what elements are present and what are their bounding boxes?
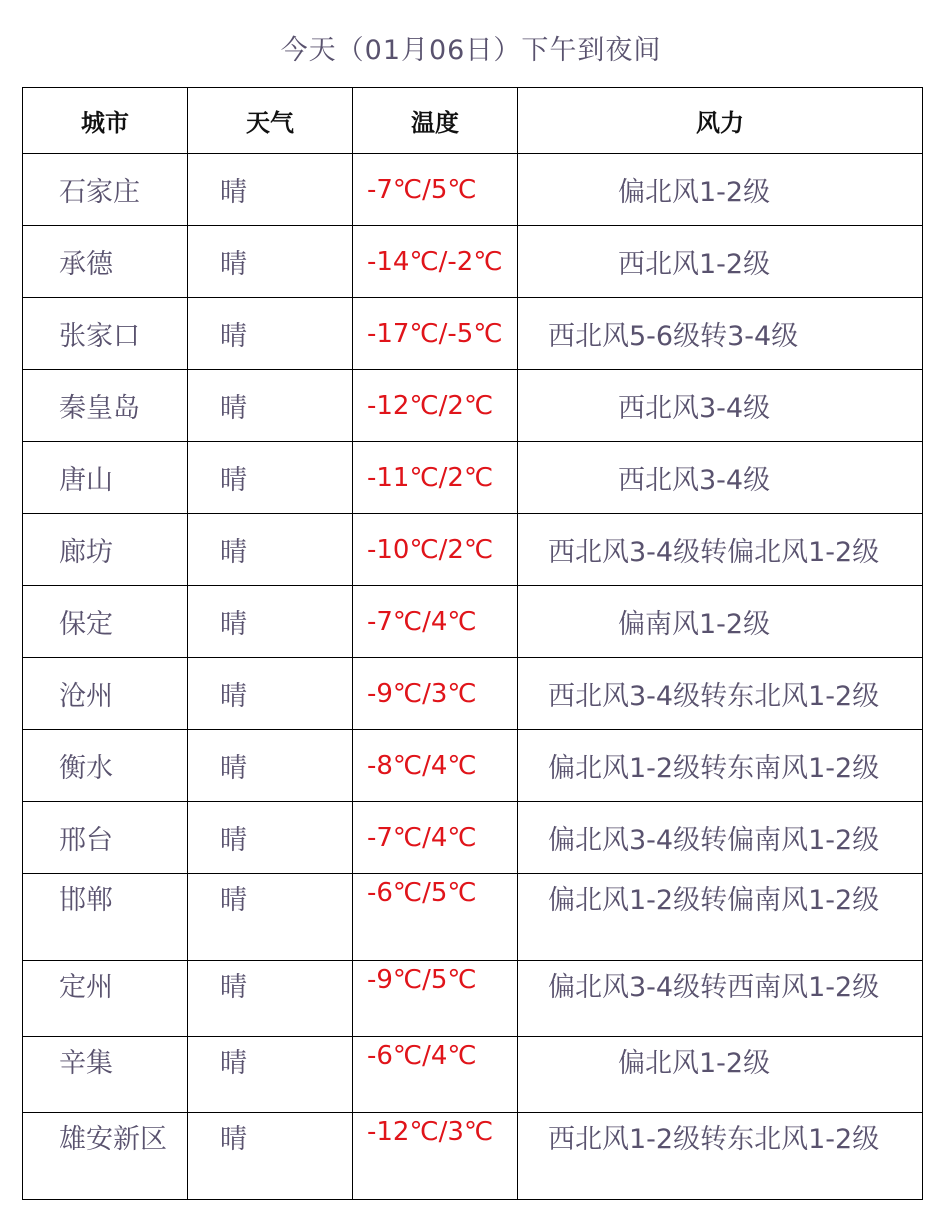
header-wind: 风力 (518, 88, 923, 154)
table-row (23, 586, 923, 658)
weather-cell: 晴 (188, 874, 353, 961)
temperature-cell: -9℃/3℃ (353, 658, 518, 730)
weather-cell: 晴 (188, 154, 353, 226)
city-cell: 唐山 (23, 442, 188, 514)
wind-cell: 西北风3-4级转东北风1-2级 (518, 658, 923, 730)
city-cell: 衡水 (23, 730, 188, 802)
weather-cell: 晴 (188, 961, 353, 1037)
wind-cell: 偏北风1-2级转东南风1-2级 (518, 730, 923, 802)
table-row (23, 1037, 923, 1113)
city-cell: 承德 (23, 226, 188, 298)
weather-cell: 晴 (188, 658, 353, 730)
table-row (23, 226, 923, 298)
header-city: 城市 (23, 88, 188, 154)
city-cell: 邯郸 (23, 874, 188, 961)
temperature-cell: -17℃/-5℃ (353, 298, 518, 370)
city-cell: 廊坊 (23, 514, 188, 586)
table-header-row (23, 88, 923, 154)
city-cell: 雄安新区 (23, 1113, 188, 1200)
temperature-cell: -8℃/4℃ (353, 730, 518, 802)
table-row (23, 154, 923, 226)
city-cell: 保定 (23, 586, 188, 658)
wind-cell: 西北风3-4级 (518, 370, 923, 442)
wind-cell: 偏北风1-2级转偏南风1-2级 (518, 874, 923, 961)
weather-cell: 晴 (188, 802, 353, 874)
page-title: 今天（01月06日）下午到夜间 (280, 35, 662, 66)
temperature-cell: -9℃/5℃ (353, 961, 518, 1037)
wind-cell: 西北风5-6级转3-4级 (518, 298, 923, 370)
table-row (23, 1113, 923, 1200)
city-cell: 张家口 (23, 298, 188, 370)
wind-cell: 偏北风3-4级转西南风1-2级 (518, 961, 923, 1037)
header-weather: 天气 (188, 88, 353, 154)
temperature-cell: -7℃/4℃ (353, 802, 518, 874)
city-cell: 定州 (23, 961, 188, 1037)
table-row (23, 442, 923, 514)
temperature-cell: -7℃/4℃ (353, 586, 518, 658)
wind-cell: 西北风1-2级转东北风1-2级 (518, 1113, 923, 1200)
weather-cell: 晴 (188, 298, 353, 370)
wind-cell: 西北风1-2级 (518, 226, 923, 298)
table-row (23, 658, 923, 730)
temperature-cell: -12℃/3℃ (353, 1113, 518, 1200)
header-temperature: 温度 (353, 88, 518, 154)
wind-cell: 偏南风1-2级 (518, 586, 923, 658)
temperature-cell: -10℃/2℃ (353, 514, 518, 586)
weather-cell: 晴 (188, 226, 353, 298)
weather-cell: 晴 (188, 514, 353, 586)
table-row (23, 514, 923, 586)
wind-cell: 偏北风3-4级转偏南风1-2级 (518, 802, 923, 874)
wind-cell: 偏北风1-2级 (518, 154, 923, 226)
table-row (23, 730, 923, 802)
table-row (23, 370, 923, 442)
wind-cell: 西北风3-4级转偏北风1-2级 (518, 514, 923, 586)
weather-cell: 晴 (188, 586, 353, 658)
weather-cell: 晴 (188, 1113, 353, 1200)
city-cell: 沧州 (23, 658, 188, 730)
table-row (23, 874, 923, 961)
temperature-cell: -6℃/5℃ (353, 874, 518, 961)
temperature-cell: -6℃/4℃ (353, 1037, 518, 1113)
weather-cell: 晴 (188, 442, 353, 514)
city-cell: 石家庄 (23, 154, 188, 226)
city-cell: 秦皇岛 (23, 370, 188, 442)
temperature-cell: -14℃/-2℃ (353, 226, 518, 298)
city-cell: 辛集 (23, 1037, 188, 1113)
wind-cell: 偏北风1-2级 (518, 1037, 923, 1113)
temperature-cell: -11℃/2℃ (353, 442, 518, 514)
weather-cell: 晴 (188, 370, 353, 442)
temperature-cell: -7℃/5℃ (353, 154, 518, 226)
forecast-table (22, 87, 923, 1200)
wind-cell: 西北风3-4级 (518, 442, 923, 514)
weather-cell: 晴 (188, 730, 353, 802)
temperature-cell: -12℃/2℃ (353, 370, 518, 442)
table-row (23, 298, 923, 370)
weather-cell: 晴 (188, 1037, 353, 1113)
table-row (23, 802, 923, 874)
city-cell: 邢台 (23, 802, 188, 874)
table-row (23, 961, 923, 1037)
